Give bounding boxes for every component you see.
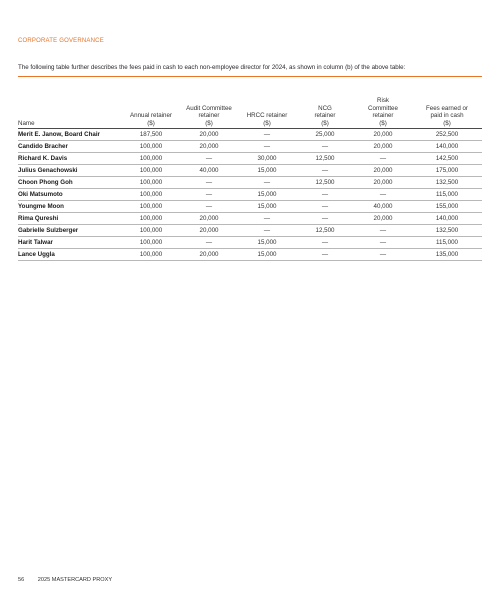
table-row: [18, 129, 482, 141]
section-label: CORPORATE GOVERNANCE: [18, 38, 104, 44]
column-header-line: HRCC retainer: [246, 112, 288, 120]
fee-value-cell: 20,000: [180, 141, 238, 153]
fee-value-cell: —: [354, 249, 412, 261]
column-header-line: ($): [263, 119, 271, 127]
fee-value-cell: 155,000: [412, 201, 482, 213]
table-row: [18, 189, 482, 201]
fee-value-cell: —: [238, 225, 296, 237]
fee-value-cell: 135,000: [412, 249, 482, 261]
column-header-hrcc-retainer: [238, 77, 296, 129]
column-header-line: retainer: [198, 112, 220, 120]
document-title: 2025 MASTERCARD PROXY: [37, 577, 113, 583]
column-header-line: Fees earned or: [426, 104, 468, 112]
fee-value-cell: —: [238, 129, 296, 141]
fee-value-cell: —: [238, 141, 296, 153]
director-name-cell: Candido Bracher: [18, 141, 122, 153]
fee-value-cell: 100,000: [122, 237, 180, 249]
fee-value-cell: 12,500: [296, 225, 354, 237]
column-header-line: paid in cash: [430, 112, 464, 120]
fee-value-cell: 20,000: [180, 213, 238, 225]
director-fees-table: [18, 77, 482, 261]
director-name-cell: Julius Genachowski: [18, 165, 122, 177]
column-header-audit-committee-retainer: [180, 77, 238, 129]
fee-value-cell: 132,500: [412, 177, 482, 189]
fee-value-cell: 142,500: [412, 153, 482, 165]
director-name-cell: Gabrielle Sulzberger: [18, 225, 122, 237]
table-row: [18, 165, 482, 177]
fee-value-cell: 20,000: [354, 177, 412, 189]
fee-value-cell: 20,000: [354, 165, 412, 177]
column-header-ncg-retainer: [296, 77, 354, 129]
table-header-row: [18, 77, 482, 129]
column-header-line: Name: [18, 119, 35, 127]
fee-value-cell: 20,000: [180, 249, 238, 261]
column-header-risk-committee-retainer: [354, 77, 412, 129]
director-name-cell: Richard K. Davis: [18, 153, 122, 165]
fee-value-cell: —: [354, 189, 412, 201]
column-header-line: ($): [379, 119, 387, 127]
table-row: [18, 153, 482, 165]
fee-value-cell: 140,000: [412, 141, 482, 153]
column-header-line: Risk: [376, 96, 390, 104]
fee-value-cell: —: [296, 213, 354, 225]
director-name-cell: Youngme Moon: [18, 201, 122, 213]
table-row: [18, 237, 482, 249]
fee-value-cell: 132,500: [412, 225, 482, 237]
column-header-line: retainer: [372, 112, 394, 120]
fee-value-cell: 20,000: [354, 213, 412, 225]
fee-value-cell: —: [296, 165, 354, 177]
column-header-line: ($): [147, 119, 155, 127]
fee-value-cell: 100,000: [122, 201, 180, 213]
table-row: [18, 225, 482, 237]
fee-value-cell: —: [354, 237, 412, 249]
director-name-cell: Lance Uggla: [18, 249, 122, 261]
fee-value-cell: 100,000: [122, 225, 180, 237]
table-body: [18, 129, 482, 261]
table-row: [18, 213, 482, 225]
fee-value-cell: —: [296, 249, 354, 261]
fee-value-cell: —: [180, 153, 238, 165]
fee-value-cell: —: [238, 213, 296, 225]
fee-value-cell: —: [354, 225, 412, 237]
fee-value-cell: —: [296, 201, 354, 213]
fee-value-cell: 15,000: [238, 237, 296, 249]
fee-value-cell: 100,000: [122, 177, 180, 189]
intro-paragraph: The following table further describes the fees paid in cash to each non-employee director for 2024, as shown in column (b) of the above table:: [18, 64, 406, 71]
fee-value-cell: 100,000: [122, 249, 180, 261]
fee-value-cell: —: [180, 237, 238, 249]
fee-value-cell: —: [180, 189, 238, 201]
column-header-line: Audit Committee: [186, 104, 232, 112]
fee-value-cell: 15,000: [238, 189, 296, 201]
director-fees-table-container: [18, 76, 482, 261]
table-row: [18, 177, 482, 189]
column-header-line: ($): [205, 119, 213, 127]
fee-value-cell: —: [296, 237, 354, 249]
fee-value-cell: —: [238, 177, 296, 189]
fee-value-cell: 30,000: [238, 153, 296, 165]
fee-value-cell: —: [296, 141, 354, 153]
fee-value-cell: 100,000: [122, 213, 180, 225]
column-header-annual-retainer: [122, 77, 180, 129]
fee-value-cell: 25,000: [296, 129, 354, 141]
column-header-line: ($): [443, 119, 451, 127]
table-row: [18, 249, 482, 261]
fee-value-cell: 100,000: [122, 153, 180, 165]
table-row: [18, 141, 482, 153]
fee-value-cell: 20,000: [354, 129, 412, 141]
fee-value-cell: 100,000: [122, 189, 180, 201]
director-name-cell: Rima Qureshi: [18, 213, 122, 225]
fee-value-cell: 115,000: [412, 189, 482, 201]
column-header-fees-total: [412, 77, 482, 129]
fee-value-cell: 12,500: [296, 177, 354, 189]
column-header-line: ($): [321, 119, 329, 127]
fee-value-cell: 15,000: [238, 201, 296, 213]
column-header-line: retainer: [314, 112, 336, 120]
page-number: 56: [18, 577, 25, 583]
column-header-line: NCG: [318, 104, 332, 112]
fee-value-cell: 100,000: [122, 141, 180, 153]
fee-value-cell: 20,000: [180, 225, 238, 237]
director-name-cell: Merit E. Janow, Board Chair: [18, 129, 122, 141]
table-row: [18, 201, 482, 213]
director-name-cell: Choon Phong Goh: [18, 177, 122, 189]
fee-value-cell: 12,500: [296, 153, 354, 165]
director-name-cell: Oki Matsumoto: [18, 189, 122, 201]
fee-value-cell: 100,000: [122, 165, 180, 177]
fee-value-cell: 20,000: [354, 141, 412, 153]
column-header-name: [18, 77, 122, 129]
fee-value-cell: 140,000: [412, 213, 482, 225]
fee-value-cell: 115,000: [412, 237, 482, 249]
fee-value-cell: —: [180, 177, 238, 189]
fee-value-cell: —: [296, 189, 354, 201]
fee-value-cell: 40,000: [180, 165, 238, 177]
page-footer: [18, 577, 112, 583]
fee-value-cell: 175,000: [412, 165, 482, 177]
fee-value-cell: —: [180, 201, 238, 213]
fee-value-cell: —: [354, 153, 412, 165]
fee-value-cell: 40,000: [354, 201, 412, 213]
director-name-cell: Harit Talwar: [18, 237, 122, 249]
fee-value-cell: 252,500: [412, 129, 482, 141]
fee-value-cell: 15,000: [238, 165, 296, 177]
fee-value-cell: 187,500: [122, 129, 180, 141]
column-header-line: Committee: [368, 104, 398, 112]
fee-value-cell: 20,000: [180, 129, 238, 141]
fee-value-cell: 15,000: [238, 249, 296, 261]
column-header-line: Annual retainer: [130, 112, 172, 120]
